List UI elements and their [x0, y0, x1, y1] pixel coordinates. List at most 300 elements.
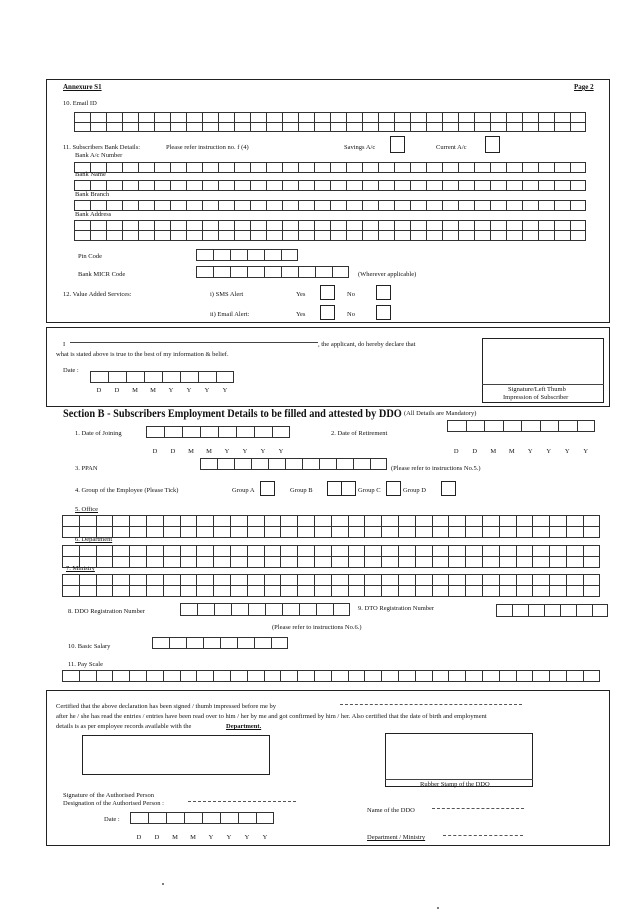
bank-branch-boxes[interactable]	[74, 200, 586, 211]
char-box[interactable]	[506, 200, 522, 211]
char-box[interactable]	[394, 122, 410, 132]
char-box[interactable]	[266, 180, 282, 191]
char-box[interactable]	[506, 180, 522, 191]
char-box[interactable]	[186, 637, 203, 649]
char-box[interactable]	[442, 230, 458, 241]
char-box[interactable]	[362, 200, 378, 211]
char-box[interactable]	[234, 162, 250, 173]
char-box[interactable]	[90, 122, 106, 132]
char-box[interactable]	[220, 637, 237, 649]
char-box[interactable]	[170, 200, 186, 211]
char-box[interactable]	[362, 230, 378, 241]
char-box[interactable]	[112, 670, 129, 682]
char-box[interactable]	[213, 556, 230, 568]
char-box[interactable]	[333, 603, 350, 616]
bank-name-boxes[interactable]	[74, 180, 586, 191]
char-box[interactable]	[280, 556, 297, 568]
char-box[interactable]	[364, 670, 381, 682]
char-box[interactable]	[442, 122, 458, 132]
char-box[interactable]	[237, 637, 254, 649]
char-box[interactable]	[314, 585, 331, 597]
char-box[interactable]	[319, 458, 336, 470]
char-box[interactable]	[398, 670, 415, 682]
char-box[interactable]	[266, 230, 282, 241]
char-box[interactable]	[122, 162, 138, 173]
char-box[interactable]	[106, 122, 122, 132]
char-box[interactable]	[298, 162, 314, 173]
char-box[interactable]	[184, 812, 202, 824]
char-box[interactable]	[415, 670, 432, 682]
char-box[interactable]	[186, 122, 202, 132]
char-box[interactable]	[266, 122, 282, 132]
char-box[interactable]	[499, 556, 516, 568]
char-box[interactable]	[490, 162, 506, 173]
char-box[interactable]	[271, 637, 288, 649]
char-box[interactable]	[196, 526, 213, 538]
char-box[interactable]	[364, 585, 381, 597]
char-box[interactable]	[217, 458, 234, 470]
char-box[interactable]	[415, 585, 432, 597]
char-box[interactable]	[163, 526, 180, 538]
char-box[interactable]	[370, 458, 387, 470]
char-box[interactable]	[129, 585, 146, 597]
char-box[interactable]	[465, 526, 482, 538]
char-box[interactable]	[381, 556, 398, 568]
char-box[interactable]	[378, 230, 394, 241]
char-box[interactable]	[90, 200, 106, 211]
char-box[interactable]	[330, 230, 346, 241]
char-box[interactable]	[154, 180, 170, 191]
char-box[interactable]	[570, 122, 586, 132]
char-box[interactable]	[163, 556, 180, 568]
char-box[interactable]	[180, 670, 197, 682]
char-box[interactable]	[196, 556, 213, 568]
char-box[interactable]	[516, 585, 533, 597]
char-box[interactable]	[106, 200, 122, 211]
group-c2-checkbox[interactable]	[386, 481, 401, 496]
char-box[interactable]	[499, 585, 516, 597]
group-a-checkbox[interactable]	[260, 481, 275, 496]
char-box[interactable]	[154, 230, 170, 241]
char-box[interactable]	[516, 556, 533, 568]
char-box[interactable]	[442, 200, 458, 211]
char-box[interactable]	[314, 230, 330, 241]
char-box[interactable]	[218, 200, 234, 211]
char-box[interactable]	[398, 556, 415, 568]
char-box[interactable]	[90, 180, 106, 191]
savings-checkbox[interactable]	[390, 136, 405, 153]
char-box[interactable]	[256, 812, 274, 824]
char-box[interactable]	[474, 230, 490, 241]
char-box[interactable]	[154, 122, 170, 132]
char-box[interactable]	[490, 122, 506, 132]
char-box[interactable]	[299, 603, 316, 616]
ministry-boxes-row2[interactable]	[62, 585, 600, 597]
current-checkbox[interactable]	[485, 136, 500, 153]
char-box[interactable]	[264, 585, 281, 597]
char-box[interactable]	[250, 200, 266, 211]
declaration-date-boxes[interactable]	[90, 371, 234, 383]
char-box[interactable]	[532, 526, 549, 538]
char-box[interactable]	[122, 200, 138, 211]
char-box[interactable]	[346, 200, 362, 211]
char-box[interactable]	[378, 122, 394, 132]
char-box[interactable]	[280, 585, 297, 597]
char-box[interactable]	[348, 526, 365, 538]
date-of-joining-boxes[interactable]	[146, 426, 290, 438]
char-box[interactable]	[522, 180, 538, 191]
char-box[interactable]	[549, 556, 566, 568]
char-box[interactable]	[202, 162, 218, 173]
char-box[interactable]	[202, 230, 218, 241]
char-box[interactable]	[200, 458, 217, 470]
char-box[interactable]	[213, 585, 230, 597]
char-box[interactable]	[236, 426, 254, 438]
char-box[interactable]	[62, 670, 79, 682]
char-box[interactable]	[465, 585, 482, 597]
char-box[interactable]	[218, 426, 236, 438]
char-box[interactable]	[554, 122, 570, 132]
char-box[interactable]	[202, 180, 218, 191]
char-box[interactable]	[79, 585, 96, 597]
ddo-name-line[interactable]	[432, 808, 524, 809]
dto-reg-boxes[interactable]	[496, 604, 608, 617]
char-box[interactable]	[410, 180, 426, 191]
basic-salary-boxes[interactable]	[152, 637, 288, 649]
pay-scale-boxes[interactable]	[62, 670, 600, 682]
char-box[interactable]	[182, 426, 200, 438]
char-box[interactable]	[162, 371, 180, 383]
char-box[interactable]	[566, 670, 583, 682]
char-box[interactable]	[247, 556, 264, 568]
char-box[interactable]	[532, 585, 549, 597]
char-box[interactable]	[148, 812, 166, 824]
char-box[interactable]	[90, 230, 106, 241]
group-b-checkbox[interactable]	[327, 481, 342, 496]
char-box[interactable]	[264, 556, 281, 568]
char-box[interactable]	[264, 249, 281, 261]
char-box[interactable]	[432, 585, 449, 597]
char-box[interactable]	[522, 162, 538, 173]
char-box[interactable]	[180, 603, 197, 616]
char-box[interactable]	[122, 122, 138, 132]
char-box[interactable]	[499, 526, 516, 538]
char-box[interactable]	[218, 180, 234, 191]
char-box[interactable]	[482, 556, 499, 568]
char-box[interactable]	[560, 604, 576, 617]
char-box[interactable]	[554, 200, 570, 211]
char-box[interactable]	[285, 458, 302, 470]
char-box[interactable]	[218, 230, 234, 241]
char-box[interactable]	[138, 200, 154, 211]
char-box[interactable]	[490, 230, 506, 241]
char-box[interactable]	[458, 122, 474, 132]
char-box[interactable]	[298, 122, 314, 132]
char-box[interactable]	[138, 162, 154, 173]
char-box[interactable]	[202, 122, 218, 132]
char-box[interactable]	[250, 122, 266, 132]
char-box[interactable]	[108, 371, 126, 383]
char-box[interactable]	[570, 180, 586, 191]
char-box[interactable]	[146, 526, 163, 538]
char-box[interactable]	[265, 603, 282, 616]
ppan-boxes[interactable]	[200, 458, 387, 470]
account-number-boxes[interactable]	[74, 162, 586, 173]
char-box[interactable]	[234, 230, 250, 241]
char-box[interactable]	[458, 200, 474, 211]
char-box[interactable]	[522, 122, 538, 132]
char-box[interactable]	[170, 162, 186, 173]
char-box[interactable]	[394, 230, 410, 241]
char-box[interactable]	[218, 122, 234, 132]
char-box[interactable]	[264, 670, 281, 682]
char-box[interactable]	[247, 585, 264, 597]
char-box[interactable]	[186, 230, 202, 241]
char-box[interactable]	[482, 526, 499, 538]
char-box[interactable]	[426, 122, 442, 132]
char-box[interactable]	[203, 637, 220, 649]
char-box[interactable]	[348, 670, 365, 682]
char-box[interactable]	[247, 266, 264, 278]
char-box[interactable]	[499, 670, 516, 682]
char-box[interactable]	[540, 420, 559, 432]
char-box[interactable]	[364, 526, 381, 538]
date-of-retirement-boxes[interactable]	[447, 420, 595, 432]
char-box[interactable]	[362, 122, 378, 132]
pin-code-boxes[interactable]	[196, 249, 298, 261]
email-boxes-row2[interactable]	[74, 122, 586, 132]
char-box[interactable]	[250, 162, 266, 173]
char-box[interactable]	[583, 526, 600, 538]
char-box[interactable]	[213, 526, 230, 538]
char-box[interactable]	[298, 266, 315, 278]
char-box[interactable]	[448, 585, 465, 597]
char-box[interactable]	[432, 526, 449, 538]
char-box[interactable]	[474, 200, 490, 211]
char-box[interactable]	[129, 556, 146, 568]
char-box[interactable]	[186, 180, 202, 191]
char-box[interactable]	[297, 670, 314, 682]
char-box[interactable]	[576, 604, 592, 617]
char-box[interactable]	[554, 180, 570, 191]
char-box[interactable]	[532, 556, 549, 568]
char-box[interactable]	[196, 249, 213, 261]
char-box[interactable]	[538, 162, 554, 173]
char-box[interactable]	[482, 585, 499, 597]
char-box[interactable]	[538, 230, 554, 241]
char-box[interactable]	[544, 604, 560, 617]
char-box[interactable]	[266, 162, 282, 173]
char-box[interactable]	[465, 670, 482, 682]
char-box[interactable]	[314, 556, 331, 568]
char-box[interactable]	[272, 426, 290, 438]
char-box[interactable]	[231, 603, 248, 616]
char-box[interactable]	[297, 526, 314, 538]
char-box[interactable]	[146, 670, 163, 682]
char-box[interactable]	[554, 230, 570, 241]
char-box[interactable]	[264, 526, 281, 538]
char-box[interactable]	[74, 200, 90, 211]
char-box[interactable]	[332, 266, 349, 278]
char-box[interactable]	[549, 585, 566, 597]
char-box[interactable]	[230, 266, 247, 278]
char-box[interactable]	[348, 556, 365, 568]
char-box[interactable]	[538, 200, 554, 211]
char-box[interactable]	[234, 458, 251, 470]
char-box[interactable]	[346, 122, 362, 132]
authorised-signature-box[interactable]	[82, 735, 270, 775]
char-box[interactable]	[281, 249, 298, 261]
char-box[interactable]	[154, 200, 170, 211]
char-box[interactable]	[415, 556, 432, 568]
char-box[interactable]	[250, 230, 266, 241]
ddo-reg-boxes[interactable]	[180, 603, 350, 616]
char-box[interactable]	[298, 200, 314, 211]
group-d-checkbox[interactable]	[441, 481, 456, 496]
char-box[interactable]	[314, 180, 330, 191]
char-box[interactable]	[465, 556, 482, 568]
char-box[interactable]	[570, 230, 586, 241]
char-box[interactable]	[448, 556, 465, 568]
char-box[interactable]	[503, 420, 522, 432]
char-box[interactable]	[196, 266, 213, 278]
char-box[interactable]	[330, 200, 346, 211]
char-box[interactable]	[146, 426, 164, 438]
char-box[interactable]	[566, 526, 583, 538]
char-box[interactable]	[538, 122, 554, 132]
char-box[interactable]	[213, 249, 230, 261]
char-box[interactable]	[248, 603, 265, 616]
char-box[interactable]	[122, 180, 138, 191]
char-box[interactable]	[170, 180, 186, 191]
char-box[interactable]	[398, 585, 415, 597]
char-box[interactable]	[410, 200, 426, 211]
char-box[interactable]	[426, 200, 442, 211]
char-box[interactable]	[247, 526, 264, 538]
char-box[interactable]	[592, 604, 608, 617]
char-box[interactable]	[254, 426, 272, 438]
group-c-checkbox[interactable]	[341, 481, 356, 496]
char-box[interactable]	[170, 122, 186, 132]
char-box[interactable]	[74, 122, 90, 132]
char-box[interactable]	[331, 556, 348, 568]
char-box[interactable]	[506, 162, 522, 173]
char-box[interactable]	[330, 122, 346, 132]
char-box[interactable]	[144, 371, 162, 383]
char-box[interactable]	[163, 585, 180, 597]
char-box[interactable]	[216, 371, 234, 383]
char-box[interactable]	[154, 162, 170, 173]
char-box[interactable]	[381, 670, 398, 682]
char-box[interactable]	[398, 526, 415, 538]
char-box[interactable]	[432, 670, 449, 682]
char-box[interactable]	[79, 670, 96, 682]
char-box[interactable]	[583, 670, 600, 682]
char-box[interactable]	[442, 180, 458, 191]
char-box[interactable]	[570, 200, 586, 211]
char-box[interactable]	[202, 812, 220, 824]
char-box[interactable]	[197, 603, 214, 616]
char-box[interactable]	[202, 200, 218, 211]
char-box[interactable]	[538, 180, 554, 191]
char-box[interactable]	[466, 420, 485, 432]
char-box[interactable]	[220, 812, 238, 824]
char-box[interactable]	[528, 604, 544, 617]
char-box[interactable]	[234, 200, 250, 211]
char-box[interactable]	[297, 585, 314, 597]
char-box[interactable]	[490, 180, 506, 191]
char-box[interactable]	[298, 180, 314, 191]
char-box[interactable]	[180, 371, 198, 383]
char-box[interactable]	[532, 670, 549, 682]
micr-boxes[interactable]	[196, 266, 349, 278]
char-box[interactable]	[186, 200, 202, 211]
char-box[interactable]	[583, 556, 600, 568]
char-box[interactable]	[549, 526, 566, 538]
char-box[interactable]	[196, 585, 213, 597]
char-box[interactable]	[394, 180, 410, 191]
char-box[interactable]	[298, 230, 314, 241]
char-box[interactable]	[62, 585, 79, 597]
char-box[interactable]	[474, 122, 490, 132]
char-box[interactable]	[268, 458, 285, 470]
char-box[interactable]	[96, 585, 113, 597]
char-box[interactable]	[474, 180, 490, 191]
char-box[interactable]	[138, 180, 154, 191]
char-box[interactable]	[280, 526, 297, 538]
char-box[interactable]	[180, 526, 197, 538]
char-box[interactable]	[410, 122, 426, 132]
char-box[interactable]	[180, 585, 197, 597]
char-box[interactable]	[378, 200, 394, 211]
char-box[interactable]	[302, 458, 319, 470]
cert-name-line[interactable]	[340, 704, 522, 705]
char-box[interactable]	[281, 266, 298, 278]
char-box[interactable]	[314, 122, 330, 132]
char-box[interactable]	[484, 420, 503, 432]
char-box[interactable]	[348, 585, 365, 597]
char-box[interactable]	[482, 670, 499, 682]
char-box[interactable]	[130, 812, 148, 824]
char-box[interactable]	[230, 249, 247, 261]
char-box[interactable]	[378, 180, 394, 191]
char-box[interactable]	[516, 526, 533, 538]
char-box[interactable]	[331, 526, 348, 538]
char-box[interactable]	[250, 180, 266, 191]
char-box[interactable]	[230, 670, 247, 682]
char-box[interactable]	[331, 670, 348, 682]
char-box[interactable]	[432, 556, 449, 568]
char-box[interactable]	[230, 585, 247, 597]
char-box[interactable]	[126, 371, 144, 383]
char-box[interactable]	[426, 162, 442, 173]
char-box[interactable]	[522, 200, 538, 211]
char-box[interactable]	[170, 230, 186, 241]
char-box[interactable]	[394, 200, 410, 211]
char-box[interactable]	[490, 200, 506, 211]
char-box[interactable]	[570, 162, 586, 173]
char-box[interactable]	[566, 556, 583, 568]
char-box[interactable]	[315, 266, 332, 278]
char-box[interactable]	[410, 162, 426, 173]
char-box[interactable]	[234, 180, 250, 191]
char-box[interactable]	[577, 420, 596, 432]
bank-address-boxes-row2[interactable]	[74, 230, 586, 241]
char-box[interactable]	[264, 266, 281, 278]
char-box[interactable]	[282, 200, 298, 211]
char-box[interactable]	[415, 526, 432, 538]
char-box[interactable]	[152, 637, 169, 649]
